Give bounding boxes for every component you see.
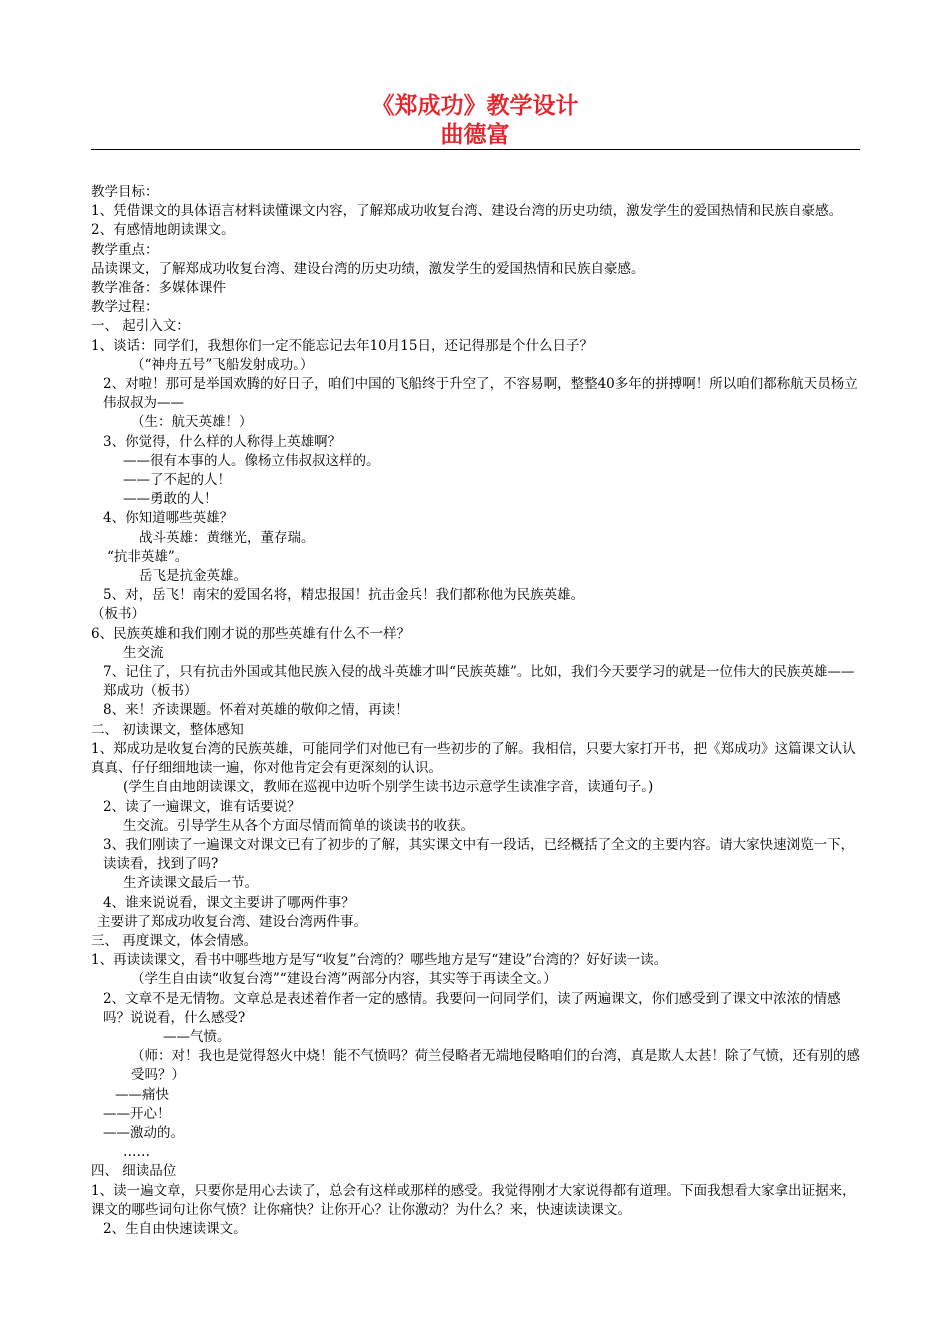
body-paragraph: ——很有本事的人。像杨立伟叔叔这样的。: [123, 452, 380, 469]
body-paragraph: 教学重点：: [91, 241, 159, 258]
body-paragraph: 二、 初读课文，整体感知: [91, 721, 244, 738]
body-paragraph: 6、民族英雄和我们刚才说的那些英雄有什么不一样？: [91, 625, 411, 642]
body-paragraph: ……: [123, 1144, 150, 1161]
body-paragraph: ——开心！: [103, 1105, 171, 1122]
body-paragraph: （“神舟五号”飞船发射成功。）: [131, 356, 314, 373]
body-paragraph: 2、生自由快速读课文。: [103, 1220, 247, 1237]
body-paragraph: （师：对！我也是觉得怒火中烧！能不气愤吗？荷兰侵略者无端地侵略咱们的台湾，真是欺人太甚！除了气愤，还有别的感受吗？）: [131, 1048, 860, 1084]
body-paragraph: 4、谁来说说看，课文主要讲了哪两件事？: [103, 894, 355, 911]
title-divider: [91, 149, 860, 150]
body-paragraph: 岳飞是抗金英雄。: [139, 568, 247, 585]
body-paragraph: 7、记住了，只有抗击外国或其他民族入侵的战斗英雄才叫“民族英雄”。比如，我们今天要学习的就是一位伟大的民族英雄——郑成功（板书）: [103, 664, 855, 700]
body-paragraph: 1、谈话：同学们，我想你们一定不能忘记去年10月15日，还记得那是个什么日子？: [91, 337, 593, 354]
document-body: [91, 183, 860, 1239]
body-paragraph: 1、读一遍文章，只要你是用心去读了，总会有这样或那样的感受。我觉得刚才大家说得都有道理。下面我想看大家拿出证据来，课文的哪些词句让你气愤？让你痛快？让你开心？让你激动？为什么？来，快速读读课文。: [91, 1182, 856, 1218]
body-paragraph: 3、你觉得，什么样的人称得上英雄啊？: [103, 433, 342, 450]
body-paragraph: （板书）: [91, 606, 145, 623]
body-paragraph: “抗非英雄”。: [107, 548, 189, 565]
body-paragraph: 5、对，岳飞！南宋的爱国名将，精忠报国！抗击金兵！我们都称他为民族英雄。: [103, 587, 585, 604]
body-paragraph: ——气愤。: [163, 1028, 231, 1045]
body-paragraph: 4、你知道哪些英雄？: [103, 510, 234, 527]
body-paragraph: 1、凭借课文的具体语言材料读懂课文内容，了解郑成功收复台湾、建设台湾的历史功绩，激发学生的爱国热情和民族自豪感。: [91, 203, 843, 220]
body-paragraph: 教学准备：多媒体课件: [91, 280, 226, 297]
body-paragraph: 2、有感情地朗读课文。: [91, 222, 235, 239]
body-paragraph: （生：航天英雄！）: [131, 414, 253, 431]
body-paragraph: ——痛快: [115, 1086, 169, 1103]
body-paragraph: （学生自由读“收复台湾”“建设台湾”两部分内容，其实等于再读全文。）: [131, 971, 557, 988]
body-paragraph: ——勇敢的人！: [123, 491, 218, 508]
body-paragraph: ——激动的。: [103, 1124, 184, 1141]
body-paragraph: 生交流。引导学生从各个方面尽情而简单的谈读书的收获。: [123, 817, 474, 834]
body-paragraph: 3、我们刚读了一遍课文对课文已有了初步的了解，其实课文中有一段话，已经概括了全文的主要内容。请大家快速浏览一下，读读看，找到了吗?: [103, 836, 855, 873]
body-paragraph: 2、对啦！那可是举国欢腾的好日子，咱们中国的飞船终于升空了，不容易啊，整整40多年的拼搏啊！所以咱们都称航天员杨立伟叔叔为——: [103, 376, 858, 412]
body-paragraph: 2、文章不是无情物。文章总是表述着作者一定的感情。我要问一问同学们，读了两遍课文，你们感受到了课文中浓浓的情感吗？说说看，什么感受?: [103, 990, 841, 1026]
body-paragraph: 教学过程：: [91, 299, 159, 316]
body-paragraph: ——了不起的人！: [123, 472, 231, 489]
document-title: 《郑成功》教学设计: [371, 92, 579, 119]
body-paragraph: 2、读了一遍课文，谁有话要说？: [103, 798, 301, 815]
body-paragraph: 生交流: [123, 644, 164, 661]
body-paragraph: 主要讲了郑成功收复台湾、建设台湾两件事。: [97, 913, 367, 930]
body-paragraph: 教学目标：: [91, 184, 159, 200]
body-paragraph: 8、来！齐读课题。怀着对英雄的敬仰之情，再读！: [103, 702, 409, 719]
body-paragraph: 四、 细读品位: [91, 1163, 177, 1180]
body-paragraph: 生齐读课文最后一节。: [123, 875, 258, 892]
body-paragraph: 1、再读读课文，看书中哪些地方是写“收复”台湾的？哪些地方是写“建设”台湾的？好好读一读。: [91, 952, 668, 969]
body-paragraph: 三、 再度课文，体会情感。: [91, 932, 258, 949]
body-paragraph: (学生自由地朗读课文，教师在巡视中边听个别学生读书边示意学生读准字音，读通句子。): [123, 779, 654, 796]
body-paragraph: 品读课文，了解郑成功收复台湾、建设台湾的历史功绩，激发学生的爱国热情和民族自豪感。: [91, 260, 645, 277]
body-paragraph: 一、 起引入文：: [91, 318, 190, 335]
document-author: 曲德富: [440, 121, 510, 148]
body-paragraph: 1、郑成功是收复台湾的民族英雄，可能同学们对他已有一些初步的了解。我相信，只要大家打开书，把《郑成功》这篇课文认认真真、仔仔细细地读一遍，你对他肯定会有更深刻的认识。: [91, 740, 856, 777]
body-paragraph: 战斗英雄：黄继光，董存瑞。: [139, 529, 315, 546]
